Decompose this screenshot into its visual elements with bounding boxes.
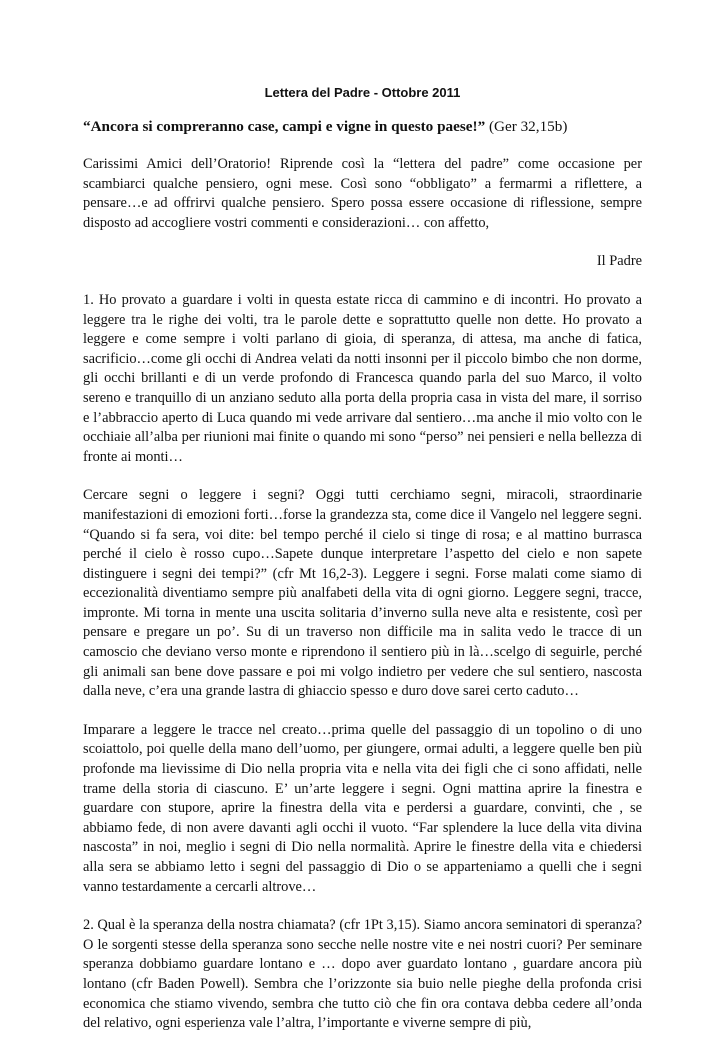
- opening-quote: [83, 117, 642, 136]
- letter-page: [83, 84, 642, 1053]
- paragraph-4: 2. Qual è la speranza della nostra chiamata? (cfr 1Pt 3,15). Siamo ancora seminatori di speranza? O le sorgenti stesse della speranza sono secche nelle nostre vite e nei nostri cuori? Per seminare speranza dobbiamo guardare lontano e … dopo aver guardato lontano , guardare ancora più lontano (cfr Baden Powell). Sembra che l’orizzonte sia buio nelle pieghe della profonda crisi economica che stiamo vivendo, sembra che tutto ciò che fin ora contava debba cedere all’onda del relativo, ogni esperienza vale l’altra, l’importante e viverne sempre di più,: [83, 917, 642, 1032]
- quote-text: “Ancora si compreranno case, campi e vigne in questo paese!”: [83, 118, 486, 135]
- paragraph-3: Imparare a leggere le tracce nel creato…prima quelle del passaggio di un topolino o di uno scoiattolo, poi quelle della mano dell’uomo, per giungere, ormai adulti, a leggere quelle ben più profonde ma lievissime di Dio nella propria vita e nella vita dei figli che ci sono affidati, nelle trame della storia di ciascuno. E’ un’arte leggere i segni. Ogni mattina aprire la finestra e guardare con stupore, aprire la finestra della vita e perdersi a guardare, convinti, che , se abbiamo fede, di non avere davanti agli occhi il vuoto. “Far splendere la luce della vita divina nascosta” in noi, meglio i segni di Dio nella normalità. Aprire le finestre della vita e chiedersi alla sera se abbiamo letto i segni del passaggio di Dio o se apparteniamo a quelli che i segni vanno testardamente a cercarli altrove…: [83, 721, 642, 895]
- paragraph-1: 1. Ho provato a guardare i volti in questa estate ricca di cammino e di incontri. Ho provato a leggere tra le righe dei volti, tra le parole dette e soprattutto quelle non dette. Ho provato a leggere e come sempre i volti parlano di gioia, di speranza, di attesa, ma anche di fatica, sacrificio…come gli occhi di Andrea velati da notti insonni per il piccolo bimbo che non dorme, gli occhi brillanti e di un verde profondo di Francesca quando parla del suo Marco, il volto sereno e tranquillo di un anziano seduto alla porta della propria casa in vista del mare, il sorriso e l’abbraccio aperto di Luca quando mi vede arrivare dal sentiero…ma anche il mio volto con le occhiaie all’alba per riunioni mai finite o quando mi sono “perso” nei pensieri e nella bellezza di fronte ai monti…: [83, 291, 642, 465]
- quote-reference: (Ger 32,15b): [485, 118, 568, 135]
- signature: Il Padre: [596, 253, 642, 270]
- intro-paragraph: Carissimi Amici dell’Oratorio! Riprende così la “lettera del padre” come occasione per scambiarci qualche pensiero, ogni mese. Così sono “obbligato” a fermarmi a riflettere, a pensare…e ad offrirvi qualche pensiero. Spero possa essere occasione di riflessione, sempre disposto ad accogliere vostri commenti e considerazioni… con affetto,: [83, 156, 642, 231]
- paragraph-2: Cercare segni o leggere i segni? Oggi tutti cerchiamo segni, miracoli, straordinarie manifestazioni di emozioni forti…forse la grandezza sta, come dice il Vangelo nel leggere segni. “Quando si fa sera, voi dite: bel tempo perché il cielo si tinge di rosa; e al mattino burrasca perché il cielo è rosso cupo…Sapete dunque interpretare l’aspetto del cielo e non sapete distinguere i segni dei tempi?” (cfr Mt 16,2-3). Leggere i segni. Forse malati come siamo di eccezionalità diventiamo sempre più analfabeti della vita di ogni giorno. Leggere segni, tracce, impronte. Mi torna in mente una uscita solitaria d’inverno sulla neve alta e resistente, così per pensare e pregare un po’. Su di un traverso non difficile ma in salita vedo le tracce di un camoscio che deviano verso monte e riprendono il sentiero più in là…scelgo di seguirle, perché gli animali san bene dove passare e poi mi volgo indietro per vedere che sul sentiero, nascosta dalla neve, c’era una grande lastra di ghiaccio spesso e duro dove sarei certo caduto…: [83, 487, 642, 700]
- letter-title: Lettera del Padre - Ottobre 2011: [264, 85, 461, 100]
